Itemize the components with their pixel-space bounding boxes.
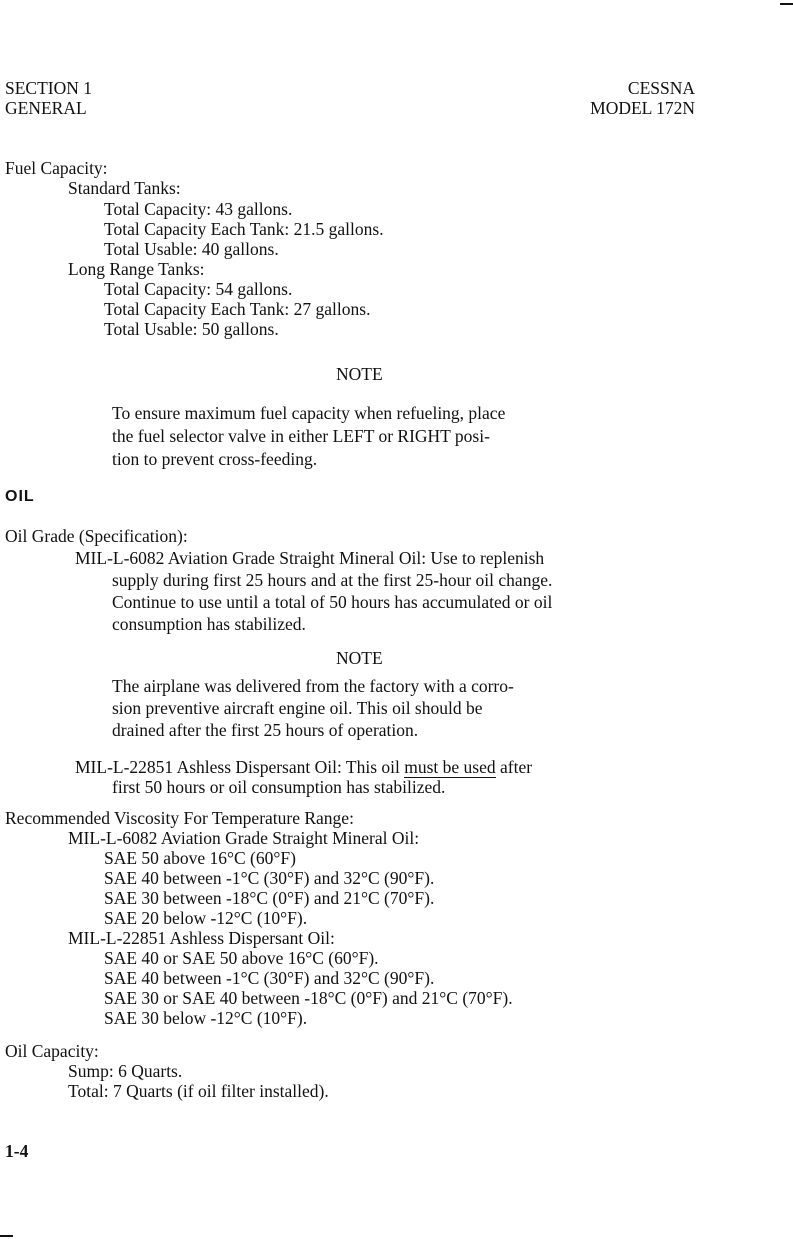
scan-mark (0, 1235, 13, 1237)
mil-6082-line: supply during first 25 hours and at the first 25-hour oil change. (112, 570, 553, 590)
mil-22851-line: first 50 hours or oil consumption has stabilized. (112, 777, 446, 797)
oil-note-line: sion preventive aircraft engine oil. This oil should be (112, 698, 483, 718)
mil-22851-line (75, 757, 532, 777)
mil-6082-line: MIL-L-6082 Aviation Grade Straight Mineral Oil: Use to replenish (75, 548, 545, 568)
oil-sump-capacity: Sump: 6 Quarts. (68, 1061, 183, 1081)
viscosity-6082-line: SAE 40 between -1°C (30°F) and 32°C (90°F). (104, 868, 435, 888)
long-range-capacity-each-tank: Total Capacity Each Tank: 27 gallons. (104, 299, 371, 319)
oil-total-capacity: Total: 7 Quarts (if oil filter installed). (68, 1081, 329, 1101)
viscosity-6082-heading: MIL-L-6082 Aviation Grade Straight Mineral Oil: (68, 828, 420, 848)
viscosity-22851-line: SAE 30 or SAE 40 between -18°C (0°F) and 21°C (70°F). (104, 988, 513, 1008)
viscosity-heading: Recommended Viscosity For Temperature Range: (5, 808, 354, 828)
must-be-used-emphasis: must be used (404, 757, 496, 777)
viscosity-6082-line: SAE 20 below -12°C (10°F). (104, 908, 308, 928)
fuel-note-line: the fuel selector valve in either LEFT or RIGHT posi- (112, 426, 490, 446)
fuel-note-title: NOTE (336, 364, 383, 384)
scan-mark (780, 3, 793, 5)
viscosity-22851-line: SAE 40 or SAE 50 above 16°C (60°F). (104, 948, 379, 968)
manufacturer-label: CESSNA (627, 78, 695, 98)
oil-note-line: drained after the first 25 hours of operation. (112, 720, 419, 740)
standard-tanks-heading: Standard Tanks: (68, 178, 181, 198)
standard-total-capacity: Total Capacity: 43 gallons. (104, 199, 293, 219)
mil-6082-line: consumption has stabilized. (112, 614, 306, 634)
long-range-total-capacity: Total Capacity: 54 gallons. (104, 279, 293, 299)
oil-section-title: OIL (5, 488, 35, 505)
standard-capacity-each-tank: Total Capacity Each Tank: 21.5 gallons. (104, 219, 384, 239)
mil-6082-line: Continue to use until a total of 50 hours has accumulated or oil (112, 592, 553, 612)
viscosity-6082-line: SAE 30 between -18°C (0°F) and 21°C (70°F). (104, 888, 435, 908)
fuel-capacity-heading: Fuel Capacity: (5, 158, 108, 178)
fuel-note-line: tion to prevent cross-feeding. (112, 449, 318, 469)
oil-capacity-heading: Oil Capacity: (5, 1041, 99, 1061)
standard-total-usable: Total Usable: 40 gallons. (104, 239, 279, 259)
page-number: 1-4 (5, 1141, 29, 1161)
oil-note-line: The airplane was delivered from the factory with a corro- (112, 676, 514, 696)
oil-grade-heading: Oil Grade (Specification): (5, 526, 188, 546)
section-label: SECTION 1 (5, 78, 93, 98)
viscosity-6082-line: SAE 50 above 16°C (60°F) (104, 848, 296, 868)
long-range-tanks-heading: Long Range Tanks: (68, 259, 205, 279)
oil-note-title: NOTE (336, 648, 383, 668)
section-name: GENERAL (5, 98, 87, 118)
long-range-total-usable: Total Usable: 50 gallons. (104, 319, 279, 339)
mil-22851-suffix: after (495, 757, 533, 777)
fuel-note-line: To ensure maximum fuel capacity when refueling, place (112, 403, 506, 423)
viscosity-22851-line: SAE 40 between -1°C (30°F) and 32°C (90°F). (104, 968, 435, 988)
mil-22851-prefix: MIL-L-22851 Ashless Dispersant Oil: This oil (75, 757, 405, 777)
viscosity-22851-line: SAE 30 below -12°C (10°F). (104, 1008, 308, 1028)
model-label: MODEL 172N (590, 98, 695, 118)
viscosity-22851-heading: MIL-L-22851 Ashless Dispersant Oil: (68, 928, 335, 948)
